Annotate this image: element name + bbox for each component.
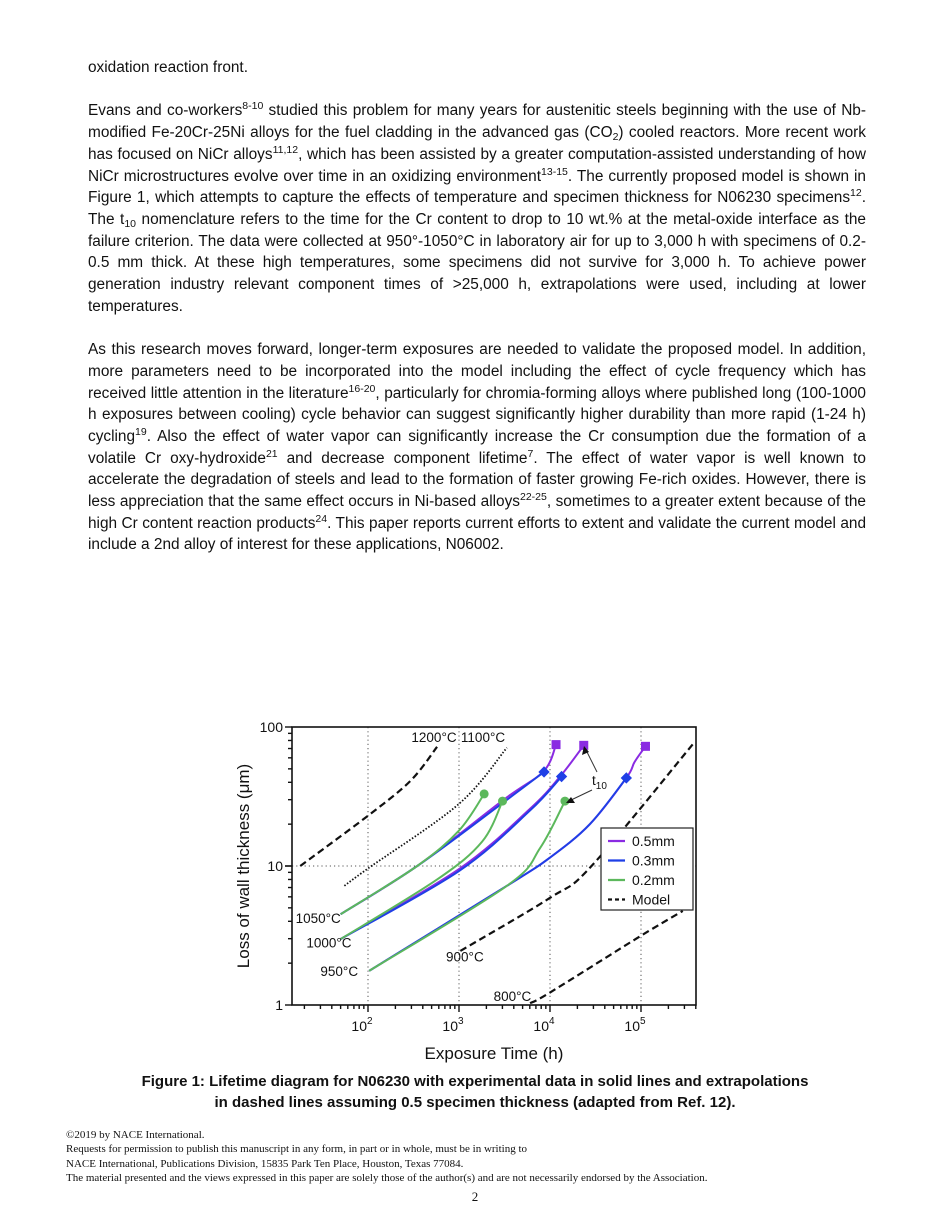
tick-exponent: 2	[367, 1016, 373, 1027]
citation-superscript: 19	[135, 425, 147, 438]
citation-superscript: 8-10	[242, 100, 264, 113]
text-run: studied this problem for many years for austenitic steels beginning with the use of Nb-modified Fe-20Cr-25Ni alloys for the fuel cladding in the advanced gas (CO	[88, 102, 866, 142]
temperature-label: 1200°C	[411, 729, 457, 745]
figure-caption	[80, 1071, 870, 1113]
text-run: . The effect of water vapor is well known to accelerate the degradation of steels and lead to the formation of faster growing Fe-rich oxides. However, there is less appreciation that the same effect occurs in Ni-based alloys	[88, 449, 866, 511]
citation-superscript: 16-20	[348, 382, 376, 395]
y-axis-label: Loss of wall thickness (μm)	[234, 763, 253, 969]
y-tick-label: 10	[267, 858, 283, 874]
footer-line: ©2019 by NACE International.	[66, 1129, 205, 1141]
y-tick-label: 1	[275, 997, 283, 1013]
tick-base: 10	[442, 1018, 459, 1034]
text-run: nomenclature refers to the time for the Cr content to drop to 10 wt.% at the metal-oxide interface as the failure criterion. The data were collected at 950°-1050°C in laboratory air for up to 3,000 h with specimens of 0.2-0.5 mm thick. At these high temperatures, some specimens did not survive for 3,000 h. To achieve power generation industry relevant component times of >25,000 h, extrapolations were used, including at lower temperatures.	[88, 210, 866, 315]
x-tick-label	[624, 1016, 646, 1034]
paragraph-1	[88, 100, 866, 317]
legend-label: Model	[632, 891, 671, 908]
series-line-0-2mm-950-c	[369, 801, 565, 971]
chart-legend	[601, 828, 693, 910]
text-run: As this research moves forward, longer-term exposures are needed to validate the proposed model. In addition, more parameters need to be incorporated into the model including the effect of cycle frequency which has received little attention in the literature	[88, 341, 866, 402]
citation-superscript: 13-15	[541, 165, 568, 178]
x-tick-label	[533, 1016, 555, 1034]
copyright-footer	[66, 1128, 707, 1185]
tick-base: 10	[624, 1018, 641, 1034]
legend-label: 0.5mm	[632, 833, 675, 849]
series-line-model-1200-c	[300, 747, 437, 866]
temperature-label: 1050°C	[295, 910, 341, 926]
temperature-label: 1100°C	[460, 729, 506, 745]
figure-1-lifetime-chart	[230, 715, 710, 1075]
t10-base: t	[592, 773, 596, 788]
citation-superscript: 22-25	[519, 491, 547, 504]
legend-label: 0.3mm	[632, 852, 675, 869]
text-run: Evans and co-workers	[88, 102, 243, 120]
temperature-label: 950°C	[320, 963, 359, 979]
citation-superscript: 12	[850, 187, 862, 200]
page-number: 2	[471, 1189, 479, 1204]
marker-circle	[498, 797, 507, 806]
temperature-label: 900°C	[446, 949, 484, 965]
text-run: oxidation reaction front.	[88, 59, 248, 76]
paragraph-0	[88, 57, 866, 79]
y-tick-label: 100	[259, 719, 283, 735]
series-line-model-800-c	[530, 911, 683, 1003]
text-run: . The currently proposed model is shown in Figure 1, which attempts to capture the effects of temperature and specimen thickness for N06230 specimens	[88, 167, 866, 207]
tick-exponent: 4	[549, 1016, 555, 1027]
footer-line: The material presented and the views expressed in this paper are solely those of the author(s) and are not necessarily endorsed by the Association.	[66, 1171, 708, 1184]
body-text	[88, 57, 866, 578]
footer-line: NACE International, Publications Division, 15835 Park Ten Place, Houston, Texas 77084.	[66, 1157, 464, 1170]
t10-subscript: 10	[595, 781, 607, 792]
tick-exponent: 5	[640, 1016, 646, 1027]
tick-exponent: 3	[458, 1016, 464, 1027]
caption-line-1: Figure 1: Lifetime diagram for N06230 with experimental data in solid lines and extrapolations	[141, 1073, 809, 1090]
series-line-0-3mm-1000-c	[341, 777, 562, 940]
paragraph-2	[88, 339, 866, 556]
text-run: , particularly for chromia-forming alloys where published long (100-1000 h exposures between cooling) cycle behavior can suggest significantly higher durability than more rapid (1-24 h) cycling	[88, 384, 866, 445]
footer-line: Requests for permission to publish this manuscript in any form, in part or in whole, must be in writing to	[66, 1143, 528, 1156]
tick-base: 10	[533, 1018, 550, 1034]
text-run: and decrease component lifetime	[277, 449, 528, 467]
text-run: ) cooled reactors. More recent work has focused on NiCr alloys	[88, 124, 866, 163]
marker-square	[552, 740, 561, 749]
text-run: , which has been assisted by a greater computation-assisted understanding of how NiCr microstructures evolve over time in an oxidizing environment	[88, 145, 866, 185]
legend-label: 0.2mm	[632, 872, 675, 888]
text-run: . This paper reports current efforts to extent and validate the current model and include a 2nd alloy of interest for these applications, N06002.	[88, 514, 866, 554]
temperature-label: 800°C	[493, 988, 532, 1004]
marker-circle	[480, 789, 489, 798]
citation-superscript: 24	[315, 512, 328, 525]
series-line-0-5mm-1000-c	[341, 745, 584, 939]
x-tick-label	[351, 1016, 373, 1034]
text-run: , sometimes to a greater extent because of the high Cr content reaction products	[88, 493, 866, 532]
citation-superscript: 21	[265, 447, 278, 460]
text-run: . The t	[88, 189, 866, 228]
x-axis-label: Exposure Time (h)	[424, 1044, 564, 1063]
subscript: 10	[124, 217, 137, 230]
series-line-0-5mm-1050-c	[341, 745, 556, 915]
tick-base: 10	[351, 1018, 368, 1034]
text-run: . Also the effect of water vapor can significantly increase the Cr consumption due the formation of a volatile Cr oxy-hydroxide	[88, 427, 866, 467]
citation-superscript: 7	[527, 447, 534, 460]
citation-superscript: 11,12	[272, 143, 299, 156]
temperature-label: 1000°C	[306, 935, 352, 951]
x-tick-label	[442, 1016, 464, 1034]
subscript: 2	[612, 131, 619, 144]
t10-label	[592, 773, 607, 792]
marker-square	[641, 742, 650, 751]
caption-line-2: in dashed lines assuming 0.5 specimen thickness (adapted from Ref. 12).	[214, 1094, 736, 1111]
